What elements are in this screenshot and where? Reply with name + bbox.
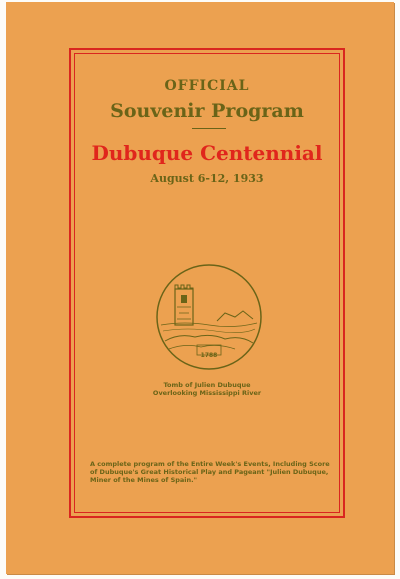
seal-caption-line1: Tomb of Julien Dubuque [163, 381, 251, 389]
event-dates: August 6-12, 1933 [150, 172, 264, 185]
seal-year: 1788 [200, 352, 218, 359]
souvenir-program-title: Souvenir Program [110, 100, 304, 122]
title-divider [192, 128, 226, 129]
program-description: A complete program of the Entire Week's Events, Including Score of Dubuque's Great Historical Play and Pageant "Julien Dubuque, Miner of the Mines of Spain." [90, 460, 330, 484]
official-heading: OFFICIAL [164, 78, 250, 94]
centennial-title: Dubuque Centennial [91, 141, 323, 165]
seal-caption-line2: Overlooking Mississippi River [152, 389, 262, 397]
